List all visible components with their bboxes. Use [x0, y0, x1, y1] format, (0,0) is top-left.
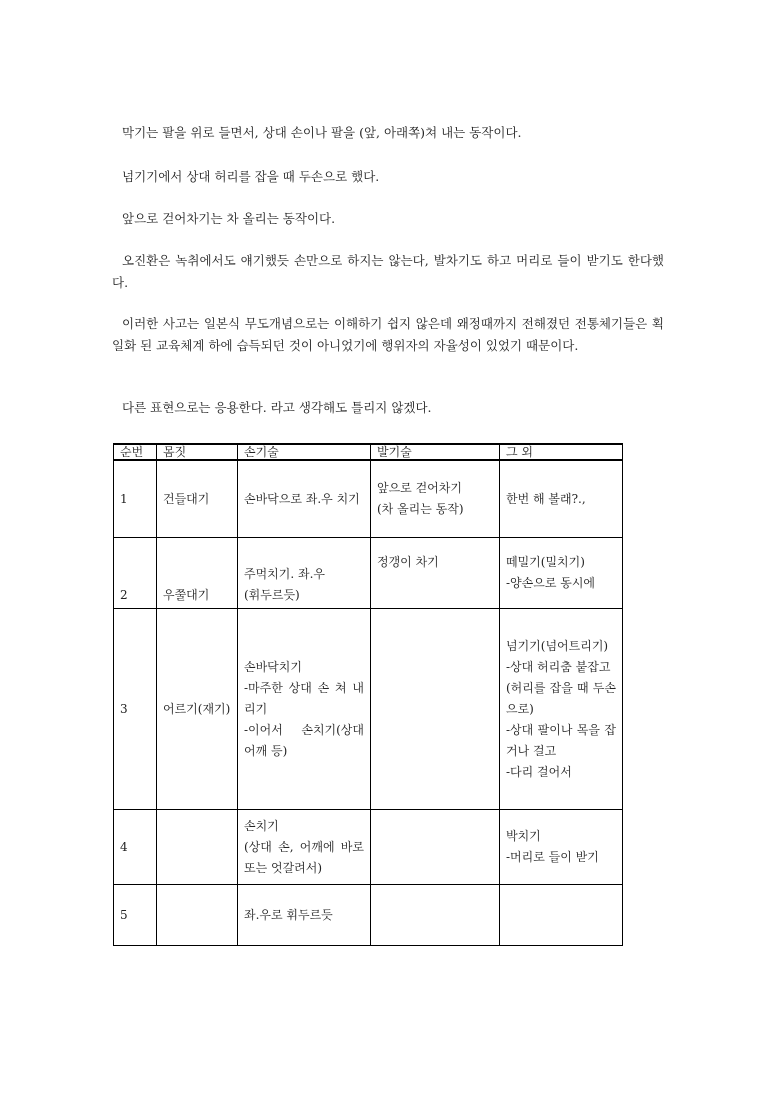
header-foot: 발기술: [371, 444, 500, 460]
table-row: [114, 460, 623, 538]
cell-body: [157, 810, 238, 885]
paragraph-1-text: 막기는 팔을 위로 들면서, 상대 손이나 팔을 (앞, 아래쪽)쳐 내는 동작이다.: [122, 125, 522, 140]
paragraph-3: [112, 208, 664, 230]
table-row: [114, 885, 623, 946]
table-row: [114, 609, 623, 810]
cell-number: 1: [114, 460, 157, 538]
cell-foot: [371, 609, 500, 810]
paragraph-6: [112, 397, 664, 419]
header-hand: 손기술: [238, 444, 371, 460]
cell-body: 우쭐대기: [157, 538, 238, 609]
cell-number: 3: [114, 609, 157, 810]
cell-number: 4: [114, 810, 157, 885]
paragraph-5: 이러한 사고는 일본식 무도개념으로는 이해하기 쉽지 않은데 왜정때까지 전해졌던 전통체기들은 획일화 된 교육체계 하에 습득되던 것이 아니었기에 행위자의 자율성이 있었기 때문이다.: [112, 316, 664, 353]
paragraph-2: [112, 166, 664, 188]
table-header-row: [114, 444, 623, 460]
paragraph-3-text: 앞으로 걷어차기는 차 올리는 동작이다.: [122, 211, 336, 226]
paragraph-6-text: 다른 표현으로는 응용한다. 라고 생각해도 틀리지 않겠다.: [122, 400, 432, 415]
cell-number: 2: [114, 538, 157, 609]
cell-foot: 앞으로 걷어차기 (차 올리는 동작): [371, 460, 500, 538]
cell-number: 5: [114, 885, 157, 946]
cell-other: 박치기 -머리로 들이 받기: [500, 810, 623, 885]
cell-other: 떼밀기(밀치기) -양손으로 동시에: [500, 538, 623, 609]
paragraph-2-text: 넘기기에서 상대 허리를 잡을 때 두손으로 했다.: [122, 169, 380, 184]
paragraph-4: 오진환은 녹취에서도 얘기했듯 손만으로 하지는 않는다, 발차기도 하고 머리로 들이 받기도 한다했다.: [112, 253, 664, 290]
cell-foot: [371, 810, 500, 885]
table-row: [114, 810, 623, 885]
cell-foot: [371, 885, 500, 946]
cell-hand: 손바닥으로 좌.우 치기: [238, 460, 371, 538]
cell-hand: 손치기 (상대 손, 어깨에 바로 또는 엇갈려서): [238, 810, 371, 885]
paragraph-1: [112, 122, 664, 144]
cell-foot: 정갱이 차기: [371, 538, 500, 609]
cell-body: 어르기(재기): [157, 609, 238, 810]
header-body: 몸짓: [157, 444, 238, 460]
cell-hand: 좌.우로 휘두르듯: [238, 885, 371, 946]
cell-other: 넘기기(넘어트리기) -상대 허리춤 붙잡고 (허리를 잡을 때 두손으로) -상대 팔이나 목을 잡거나 걸고 -다리 걸어서: [500, 609, 623, 810]
header-other: 그 외: [500, 444, 623, 460]
cell-hand: 주먹치기. 좌.우 (휘두르듯): [238, 538, 371, 609]
cell-other: 한번 해 볼래?.,: [500, 460, 623, 538]
table-row: [114, 538, 623, 609]
cell-body: 건들대기: [157, 460, 238, 538]
technique-table: [113, 443, 623, 946]
cell-body: [157, 885, 238, 946]
header-number: 순번: [114, 444, 157, 460]
cell-hand: 손바닥치기 -마주한 상대 손 쳐 내리기 -이어서 손치기(상대 어깨 등): [238, 609, 371, 810]
cell-other: [500, 885, 623, 946]
